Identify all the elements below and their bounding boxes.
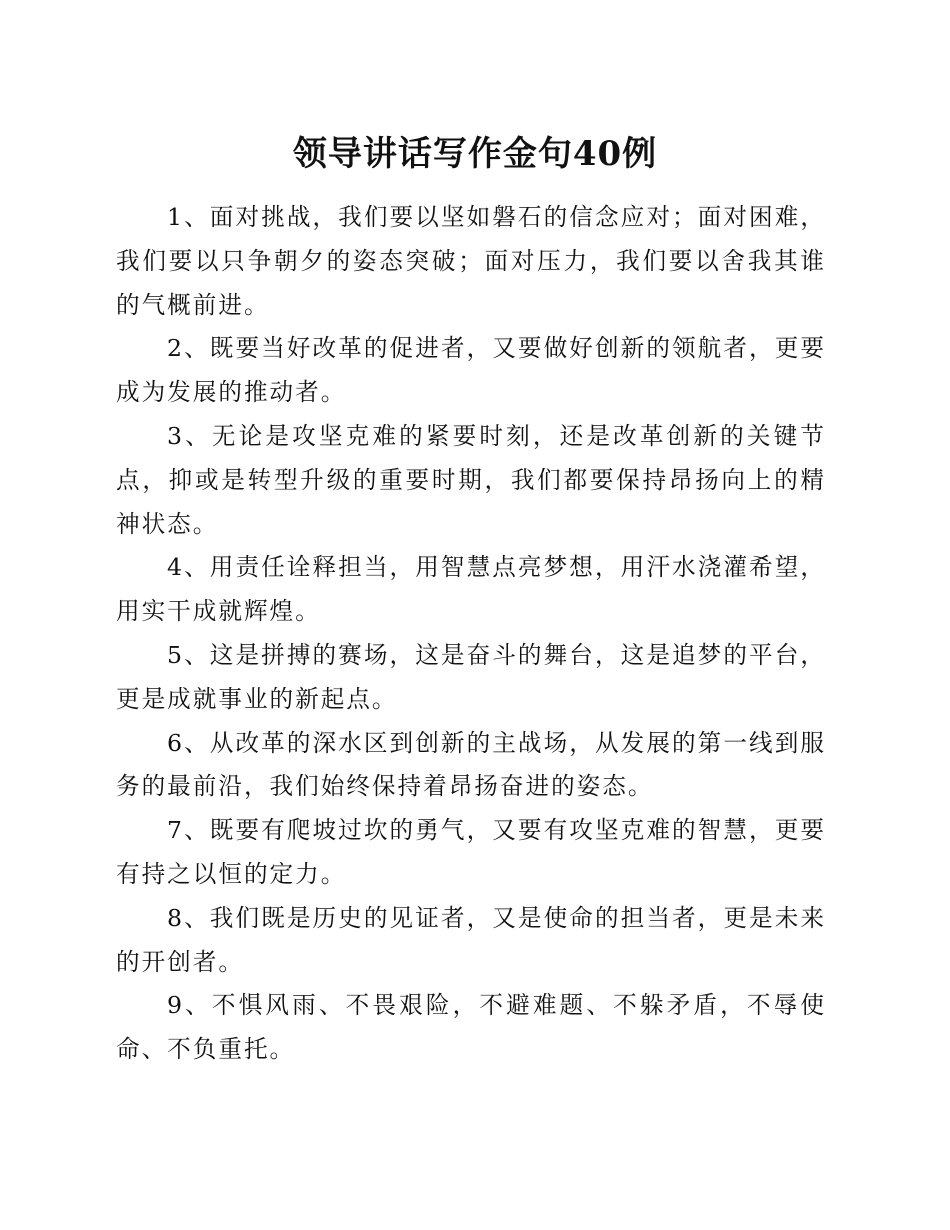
paragraph-7: 7、既要有爬坡过坎的勇气，又要有攻坚克难的智慧，更要有持之以恒的定力。: [116, 816, 826, 888]
paragraph-3: 3、无论是攻坚克难的紧要时刻，还是改革创新的关键节点，抑或是转型升级的重要时期，我们都要保持昂扬向上的精神状态。: [116, 421, 826, 538]
paragraph-1: 1、面对挑战，我们要以坚如磐石的信念应对；面对困难，我们要以只争朝夕的姿态突破；面对压力，我们要以舍我其谁的气概前进。: [116, 203, 826, 319]
paragraph-8: 8、我们既是历史的见证者，又是使命的担当者，更是未来的开创者。: [116, 903, 826, 976]
paragraph-4: 4、用责任诠释担当，用智慧点亮梦想，用汗水浇灌希望，用实干成就辉煌。: [116, 553, 826, 626]
paragraph-9: 9、不惧风雨、不畏艰险，不避难题、不躲矛盾，不辱使命、不负重托。: [116, 991, 826, 1064]
paragraph-6: 6、从改革的深水区到创新的主战场，从发展的第一线到服务的最前沿，我们始终保持着昂扬奋进的姿态。: [116, 728, 826, 801]
paragraph-2: 2、既要当好改革的促进者，又要做好创新的领航者，更要成为发展的推动者。: [116, 334, 826, 407]
paragraph-5: 5、这是拼搏的赛场，这是奋斗的舞台，这是追梦的平台，更是成就事业的新起点。: [116, 640, 826, 713]
document-body: [116, 196, 826, 1072]
page-title: 领导讲话写作金句40例: [292, 134, 658, 174]
